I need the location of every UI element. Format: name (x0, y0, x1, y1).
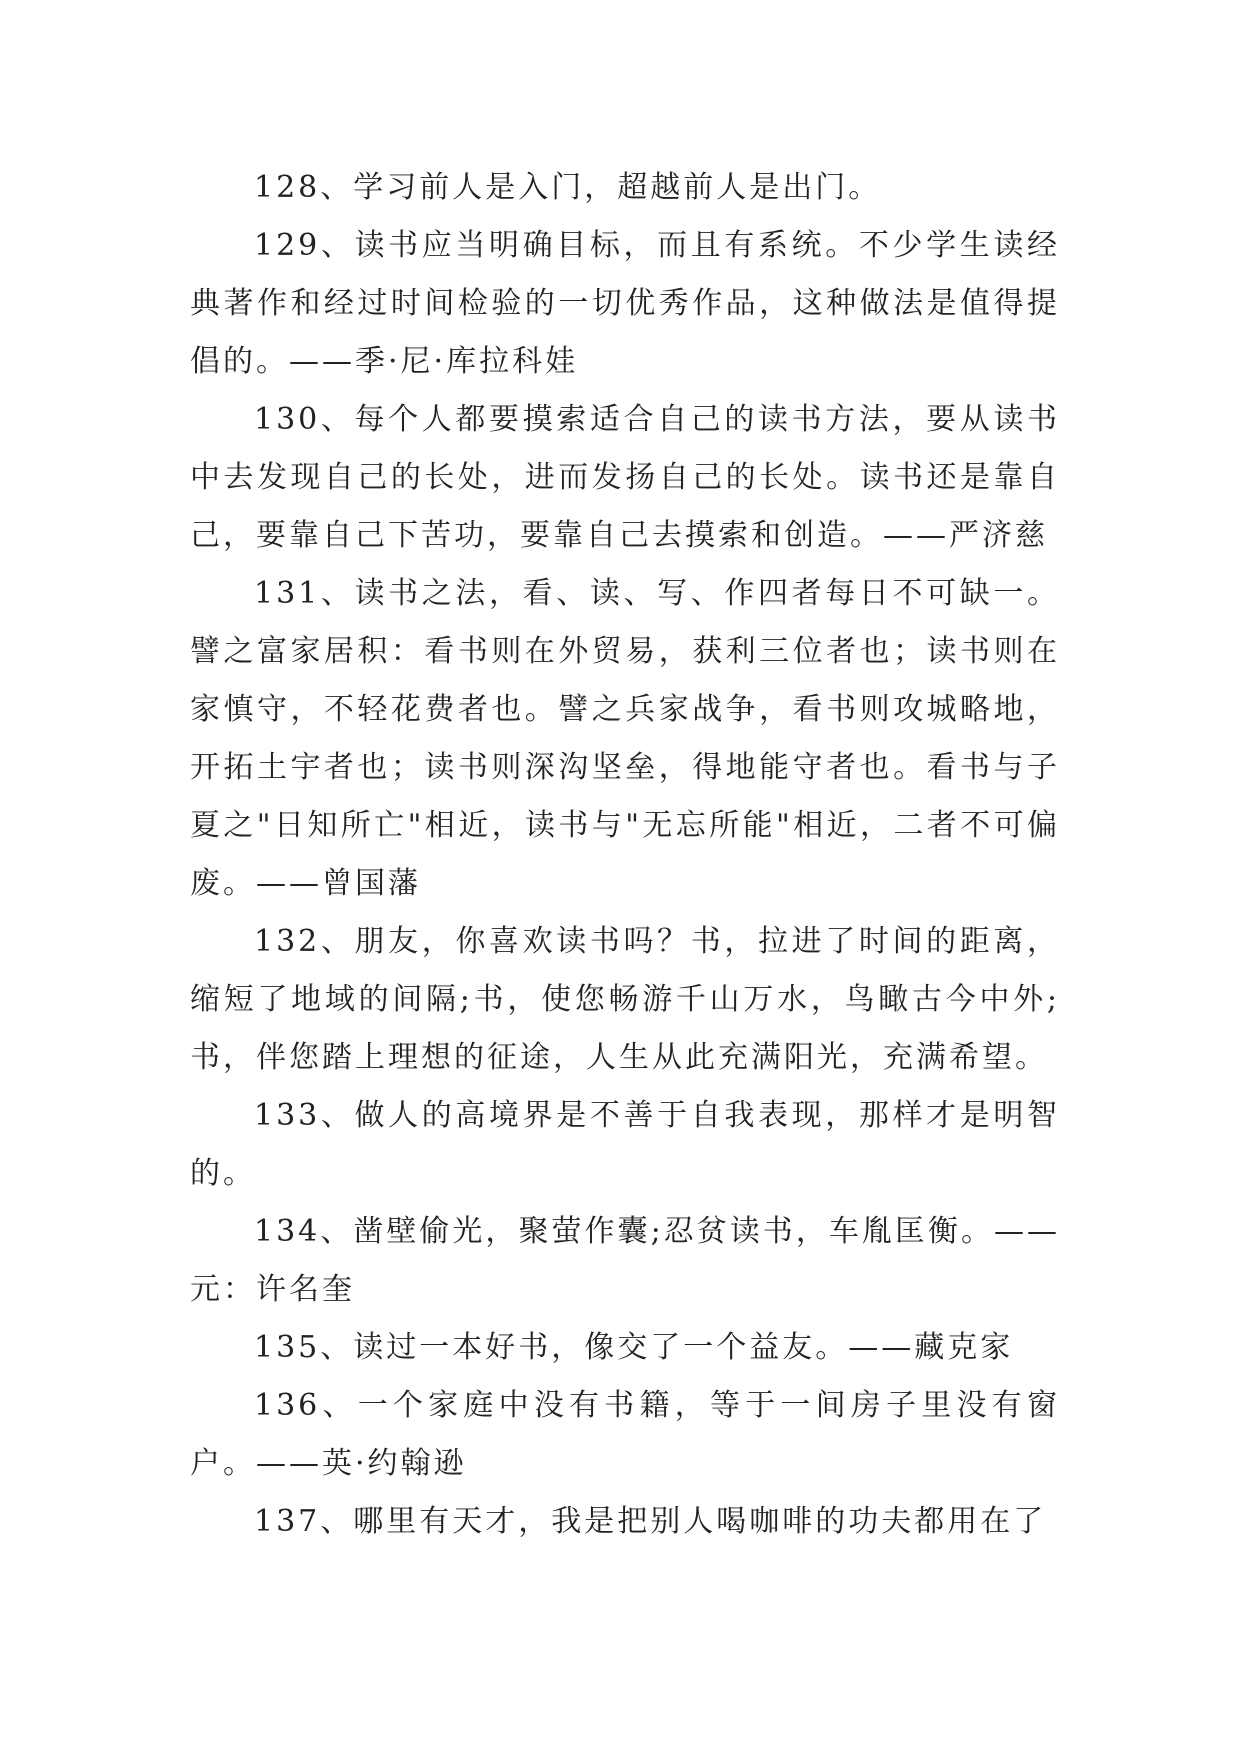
paragraph-132: 132、朋友，你喜欢读书吗？书，拉进了时间的距离，缩短了地域的间隔;书，使您畅游千山万水，鸟瞰古今中外;书，伴您踏上理想的征途，人生从此充满阳光，充满希望。 (190, 924, 1060, 1075)
paragraph-135: 135、读过一本好书，像交了一个益友。——藏克家 (254, 1330, 1014, 1365)
paragraph-129: 129、读书应当明确目标，而且有系统。不少学生读经典著作和经过时间检验的一切优秀作品，这种做法是值得提倡的。——季·尼·库拉科娃 (190, 228, 1060, 379)
paragraph-128: 128、学习前人是入门，超越前人是出门。 (254, 170, 882, 205)
paragraph-133: 133、做人的高境界是不善于自我表现，那样才是明智的。 (190, 1098, 1060, 1191)
paragraph-137: 137、哪里有天才，我是把别人喝咖啡的功夫都用在了 (254, 1504, 1047, 1539)
paragraph-136: 136、一个家庭中没有书籍，等于一间房子里没有窗户。——英·约翰逊 (190, 1388, 1060, 1481)
paragraph-130: 130、每个人都要摸索适合自己的读书方法，要从读书中去发现自己的长处，进而发扬自己的长处。读书还是靠自己，要靠自己下苦功，要靠自己去摸索和创造。——严济慈 (190, 402, 1060, 553)
paragraph-131: 131、读书之法，看、读、写、作四者每日不可缺一。譬之富家居积：看书则在外贸易，获利三位者也；读书则在家慎守，不轻花费者也。譬之兵家战争，看书则攻城略地，开拓土宇者也；读书则深沟坚垒，得地能守者也。看书与子夏之"日知所亡"相近，读书与"无忘所能"相近，二者不可偏废。——曾国藩 (190, 576, 1060, 901)
paragraph-134: 134、凿壁偷光，聚萤作囊;忍贫读书，车胤匡衡。——元：许名奎 (190, 1214, 1060, 1307)
document-body (190, 159, 1060, 1551)
